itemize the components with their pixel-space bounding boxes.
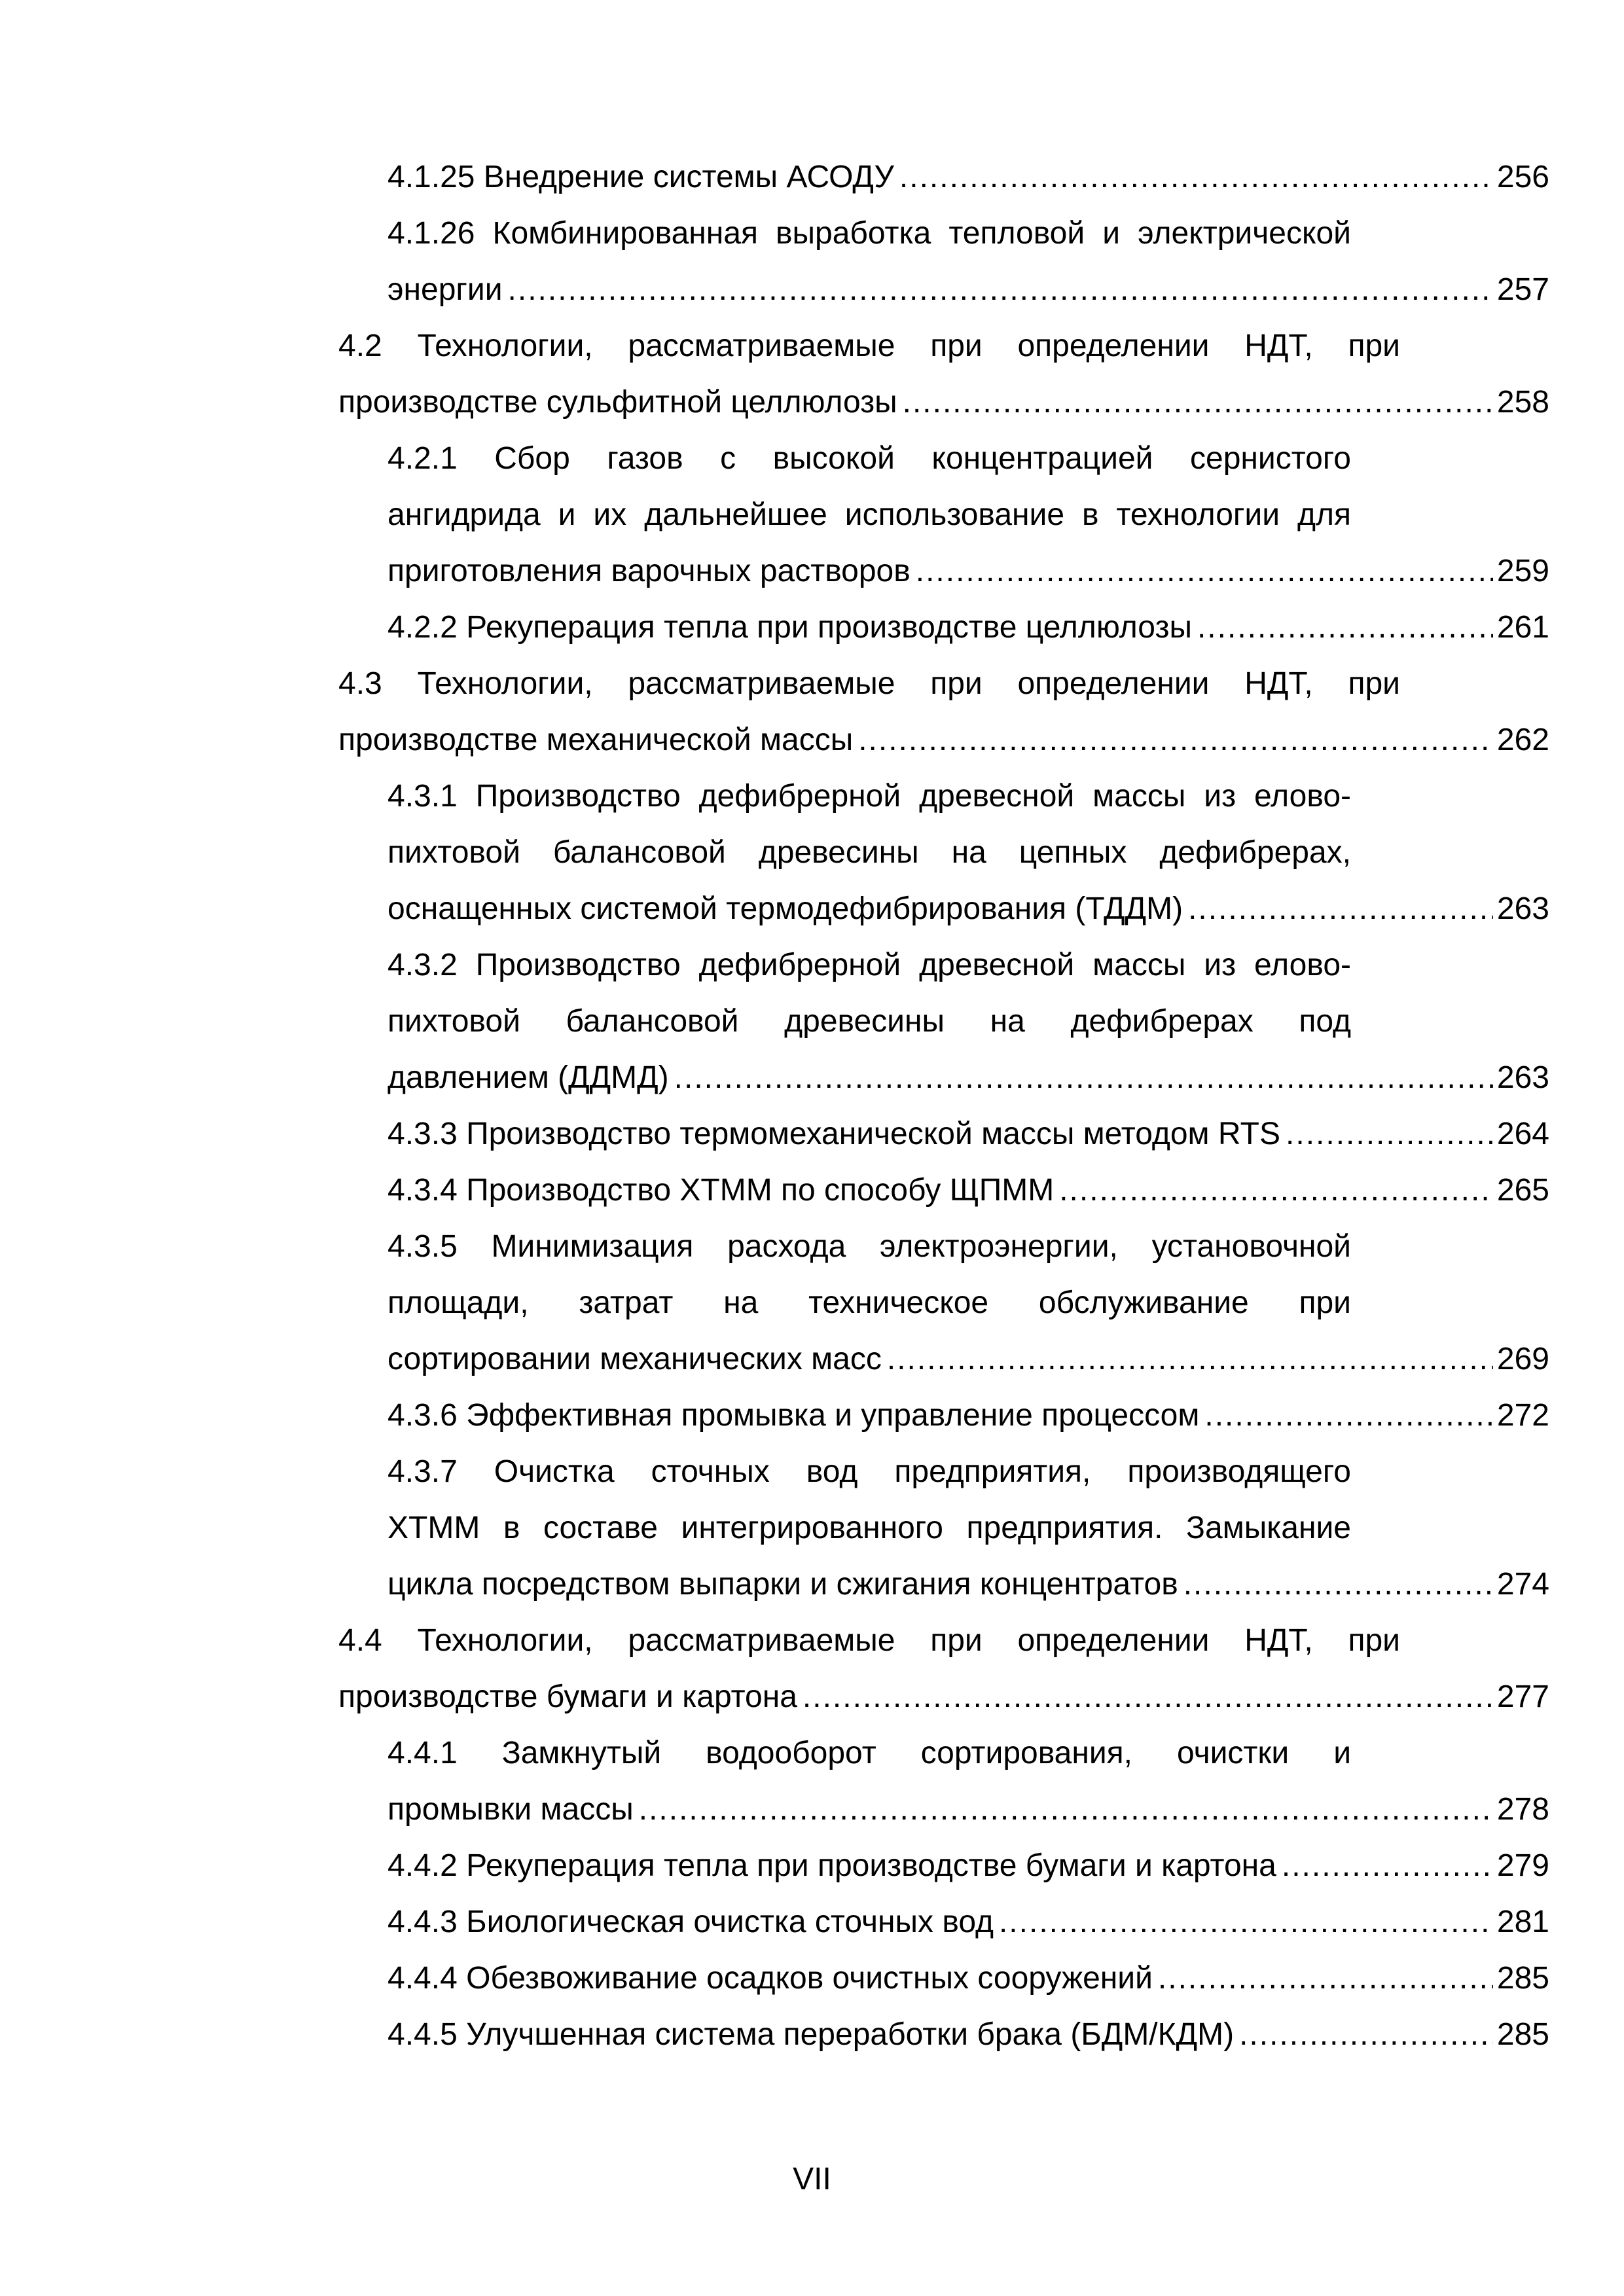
toc-page-number: 264 [1496, 1117, 1549, 1151]
toc-entry[interactable] [338, 1106, 1549, 1162]
toc-entry-title-line: 4.4 Технологии, рассматриваемые при определении НДТ, при [338, 1623, 1400, 1658]
dot-leader [1282, 1838, 1493, 1894]
toc-page-number: 285 [1496, 2017, 1549, 2052]
toc-entry-final-line [388, 1782, 1549, 1838]
toc-entry-title-line: пихтовой балансовой древесины на дефибрерах под [388, 1004, 1351, 1039]
toc-entry-final-line [388, 881, 1549, 937]
toc-entry-final-line [388, 1838, 1549, 1894]
toc-entry-title: 4.4.3 Биологическая очистка сточных вод [388, 1905, 994, 1939]
dot-leader [887, 1331, 1493, 1388]
toc-entry-final-line [388, 1050, 1549, 1106]
toc-entry-final-line [388, 149, 1549, 206]
toc-entry-title: производстве механической массы [338, 723, 854, 757]
toc-entry-title-line: 4.3 Технологии, рассматриваемые при определении НДТ, при [338, 666, 1400, 701]
page-number: VII [793, 2162, 831, 2197]
toc-page-number: 258 [1496, 385, 1549, 420]
dot-leader [1183, 1556, 1493, 1613]
toc-entry-title: промывки массы [388, 1792, 634, 1827]
toc-entry-final-line [388, 1556, 1549, 1613]
toc-page-number: 259 [1496, 554, 1549, 588]
toc-entry-title: 4.3.3 Производство термомеханической массы методом RTS [388, 1117, 1281, 1151]
dot-leader [1204, 1388, 1493, 1444]
toc-page-number: 279 [1496, 1848, 1549, 1883]
dot-leader [903, 374, 1493, 431]
toc-entry-final-line [338, 1669, 1549, 1725]
toc-entry-title: 4.4.2 Рекуперация тепла при производстве бумаги и картона [388, 1848, 1276, 1883]
dot-leader [508, 262, 1493, 318]
toc-entry-title-line: 4.1.26 Комбинированная выработка тепловой и электрической [388, 216, 1351, 251]
toc-page-number: 265 [1496, 1173, 1549, 1208]
toc-entry[interactable] [338, 2007, 1549, 2063]
dot-leader [1059, 1162, 1493, 1219]
dot-leader [999, 1894, 1493, 1950]
toc-entry-title-line: 4.2.1 Сбор газов с высокой концентрацией сернистого [388, 441, 1351, 476]
toc-page-number: 262 [1496, 723, 1549, 757]
toc-entry[interactable] [338, 1613, 1549, 1725]
toc-entry-title: 4.3.4 Производство ХТММ по способу ЩПММ [388, 1173, 1055, 1208]
dot-leader [1197, 600, 1493, 656]
toc-entry[interactable] [338, 149, 1549, 206]
dot-leader [803, 1669, 1493, 1725]
toc-page-number: 285 [1496, 1961, 1549, 1996]
toc-entry-final-line [338, 374, 1549, 431]
toc-page-number: 269 [1496, 1342, 1549, 1376]
toc-entry-title: сортировании механических масс [388, 1342, 882, 1376]
toc-entry[interactable] [338, 1444, 1549, 1613]
toc-page-number: 256 [1496, 160, 1549, 194]
toc-entry[interactable] [338, 1950, 1549, 2007]
dot-leader [1286, 1106, 1493, 1162]
toc-entry-final-line [338, 712, 1549, 768]
toc-entry-title-line: 4.4.1 Замкнутый водооборот сортирования, очистки и [388, 1736, 1351, 1770]
toc-entry[interactable] [338, 1162, 1549, 1219]
toc-page-number: 263 [1496, 891, 1549, 926]
toc-entry-title-line: 4.3.2 Производство дефибрерной древесной массы из елово- [388, 948, 1351, 982]
toc-page-number: 257 [1496, 272, 1549, 307]
toc-entry[interactable] [338, 600, 1549, 656]
toc-page-number: 261 [1496, 610, 1549, 645]
toc-entry-title-line: 4.2 Технологии, рассматриваемые при определении НДТ, при [338, 329, 1400, 363]
toc-entry-title: 4.4.5 Улучшенная система переработки брака (БДМ/КДМ) [388, 2017, 1235, 2052]
dot-leader [639, 1782, 1493, 1838]
dot-leader [899, 149, 1493, 206]
toc-page-number: 263 [1496, 1060, 1549, 1095]
toc-entry-title-line: 4.3.1 Производство дефибрерной древесной массы из елово- [388, 779, 1351, 814]
toc-entry-title: энергии [388, 272, 503, 307]
toc-entry-final-line [388, 1162, 1549, 1219]
toc-entry-title: 4.2.2 Рекуперация тепла при производстве целлюлозы [388, 610, 1192, 645]
toc-entry[interactable] [338, 1838, 1549, 1894]
toc-entry-final-line [388, 1106, 1549, 1162]
toc-entry-title-line: пихтовой балансовой древесины на цепных дефибрерах, [388, 835, 1351, 870]
toc-entry[interactable] [338, 318, 1549, 431]
toc-page-number: 277 [1496, 1679, 1549, 1714]
toc-entry-title-line: 4.3.7 Очистка сточных вод предприятия, производящего [388, 1454, 1351, 1489]
toc-entry[interactable] [338, 1725, 1549, 1838]
toc-entry-title: 4.3.6 Эффективная промывка и управление процессом [388, 1398, 1200, 1433]
toc-entry-final-line [388, 262, 1549, 318]
toc-entry[interactable] [338, 656, 1549, 768]
toc-page-number: 274 [1496, 1567, 1549, 1602]
toc-entry-final-line [388, 1331, 1549, 1388]
toc-entry[interactable] [338, 206, 1549, 318]
dot-leader [1158, 1950, 1493, 2007]
toc-entry[interactable] [338, 937, 1549, 1106]
toc-entry-title: 4.1.25 Внедрение системы АСОДУ [388, 160, 894, 194]
toc-entry-title-line: площади, затрат на техническое обслуживание при [388, 1285, 1351, 1320]
toc-entry[interactable] [338, 1219, 1549, 1388]
toc-entry-final-line [388, 1950, 1549, 2007]
toc-entry-final-line [388, 543, 1549, 600]
dot-leader [1239, 2007, 1493, 2063]
toc-entry-title-line: ХТММ в составе интегрированного предприятия. Замыкание [388, 1511, 1351, 1545]
toc-entry-final-line [388, 600, 1549, 656]
toc-entry-title-line: ангидрида и их дальнейшее использование в технологии для [388, 497, 1351, 532]
toc-entry[interactable] [338, 1388, 1549, 1444]
toc-entry-title: цикла посредством выпарки и сжигания концентратов [388, 1567, 1178, 1602]
toc-entry[interactable] [338, 431, 1549, 600]
dot-leader [916, 543, 1493, 600]
toc-page-number: 281 [1496, 1905, 1549, 1939]
toc-entry-title: 4.4.4 Обезвоживание осадков очистных сооружений [388, 1961, 1153, 1996]
dot-leader [858, 712, 1493, 768]
dot-leader [674, 1050, 1493, 1106]
toc-entry-title: оснащенных системой термодефибрирования (ТДДМ) [388, 891, 1183, 926]
toc-entry[interactable] [338, 1894, 1549, 1950]
toc-entry-title-line: 4.3.5 Минимизация расхода электроэнергии, установочной [388, 1229, 1351, 1264]
toc-entry-final-line [388, 1388, 1549, 1444]
toc-page-number: 272 [1496, 1398, 1549, 1433]
toc-entry-title: производстве бумаги и картона [338, 1679, 797, 1714]
dot-leader [1188, 881, 1493, 937]
toc-page-number: 278 [1496, 1792, 1549, 1827]
toc-entry-final-line [388, 2007, 1549, 2063]
toc-entry-title: производстве сульфитной целлюлозы [338, 385, 897, 420]
toc-entry-final-line [388, 1894, 1549, 1950]
toc-entry[interactable] [338, 768, 1549, 937]
toc-entry-title: приготовления варочных растворов [388, 554, 911, 588]
toc-entry-title: давлением (ДДМД) [388, 1060, 669, 1095]
table-of-contents [338, 149, 1549, 2063]
